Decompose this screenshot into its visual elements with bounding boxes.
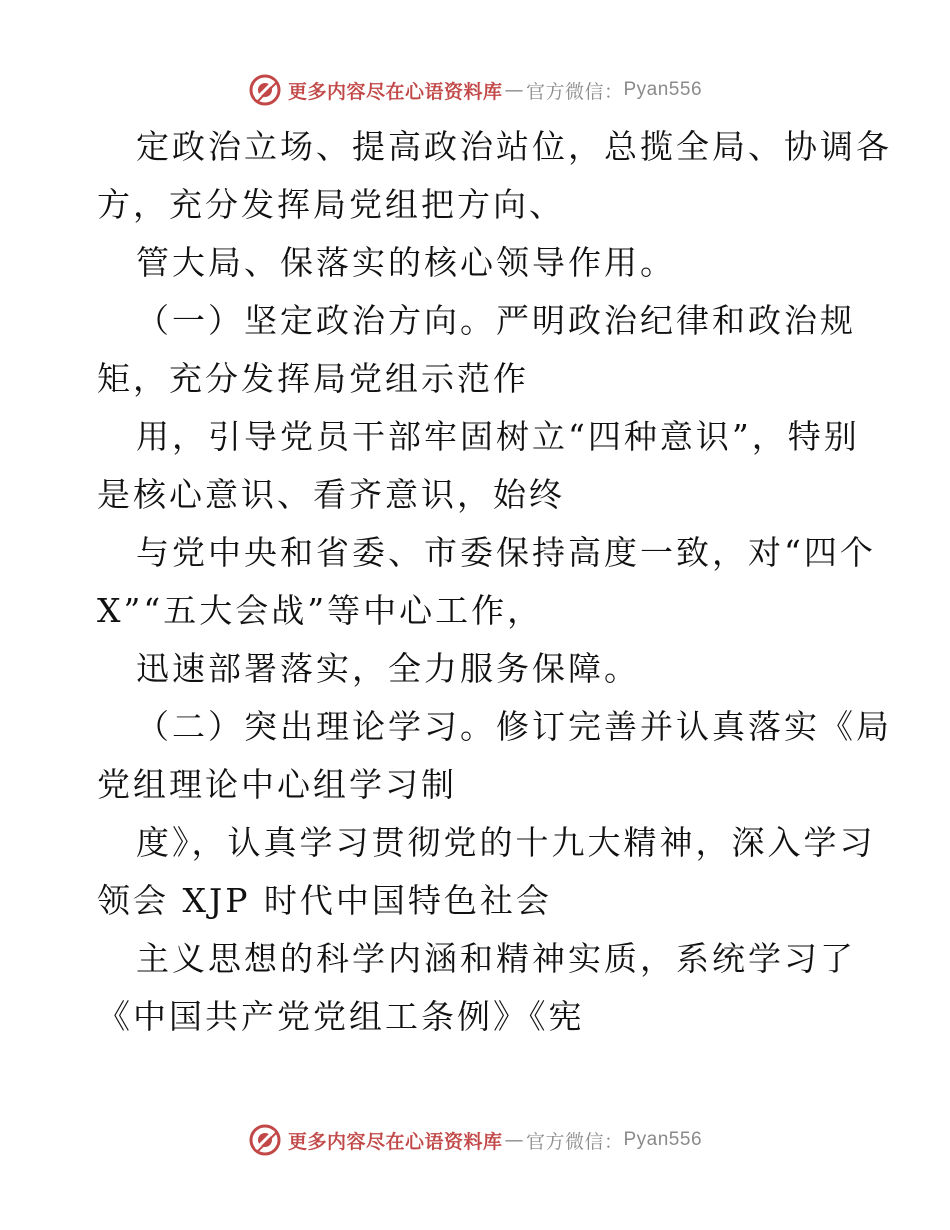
paragraph-line: 主义思想的科学内涵和精神实质，系统学习了 — [136, 939, 856, 978]
header-banner — [0, 68, 950, 112]
banner-wechat-id: Pyan556 — [623, 79, 703, 100]
banner-separator: — — [504, 79, 524, 101]
paragraph-line: 矩，充分发挥局党组示范作 — [97, 359, 529, 398]
paragraph-line: （一）坚定政治方向。严明政治纪律和政治规 — [136, 301, 856, 340]
paragraph-line: 管大局、保落实的核心领导作用。 — [136, 243, 676, 282]
paragraph-line: 领会 XJP 时代中国特色社会 — [97, 881, 552, 920]
footer-banner — [0, 1118, 950, 1162]
paragraph-line: 是核心意识、看齐意识，始终 — [97, 475, 565, 514]
paragraph-line: 党组理论中心组学习制 — [97, 765, 457, 804]
banner-site-name: 更多内容尽在心语资料库 — [287, 80, 503, 103]
logo-icon — [248, 73, 282, 107]
banner-wechat-label: 官方微信： — [525, 80, 624, 103]
footer-banner-text — [288, 1127, 702, 1154]
banner-wechat-label: 官方微信： — [525, 1130, 624, 1153]
logo-icon — [248, 1123, 282, 1157]
banner-wechat-id: Pyan556 — [623, 1129, 703, 1150]
banner-separator: — — [504, 1129, 524, 1151]
paragraph-line: 用，引导党员干部牢固树立“四种意识”，特别 — [136, 417, 860, 456]
paragraph-line: X”“五大会战”等中心工作， — [97, 591, 544, 630]
paragraph-line: 定政治立场、提高政治站位，总揽全局、协调各 — [136, 127, 892, 166]
paragraph-line: 方，充分发挥局党组把方向、 — [97, 185, 565, 224]
banner-site-name: 更多内容尽在心语资料库 — [287, 1130, 503, 1153]
header-banner-text — [288, 77, 702, 104]
paragraph-line: 迅速部署落实，全力服务保障。 — [136, 649, 640, 688]
paragraph-line: （二）突出理论学习。修订完善并认真落实《局 — [136, 707, 892, 746]
paragraph-line: 《中国共产党党组工条例》《宪 — [97, 997, 585, 1036]
paragraph-line: 度》，认真学习贯彻党的十九大精神，深入学习 — [136, 823, 876, 862]
paragraph-line: 与党中央和省委、市委保持高度一致，对“四个 — [136, 533, 876, 572]
